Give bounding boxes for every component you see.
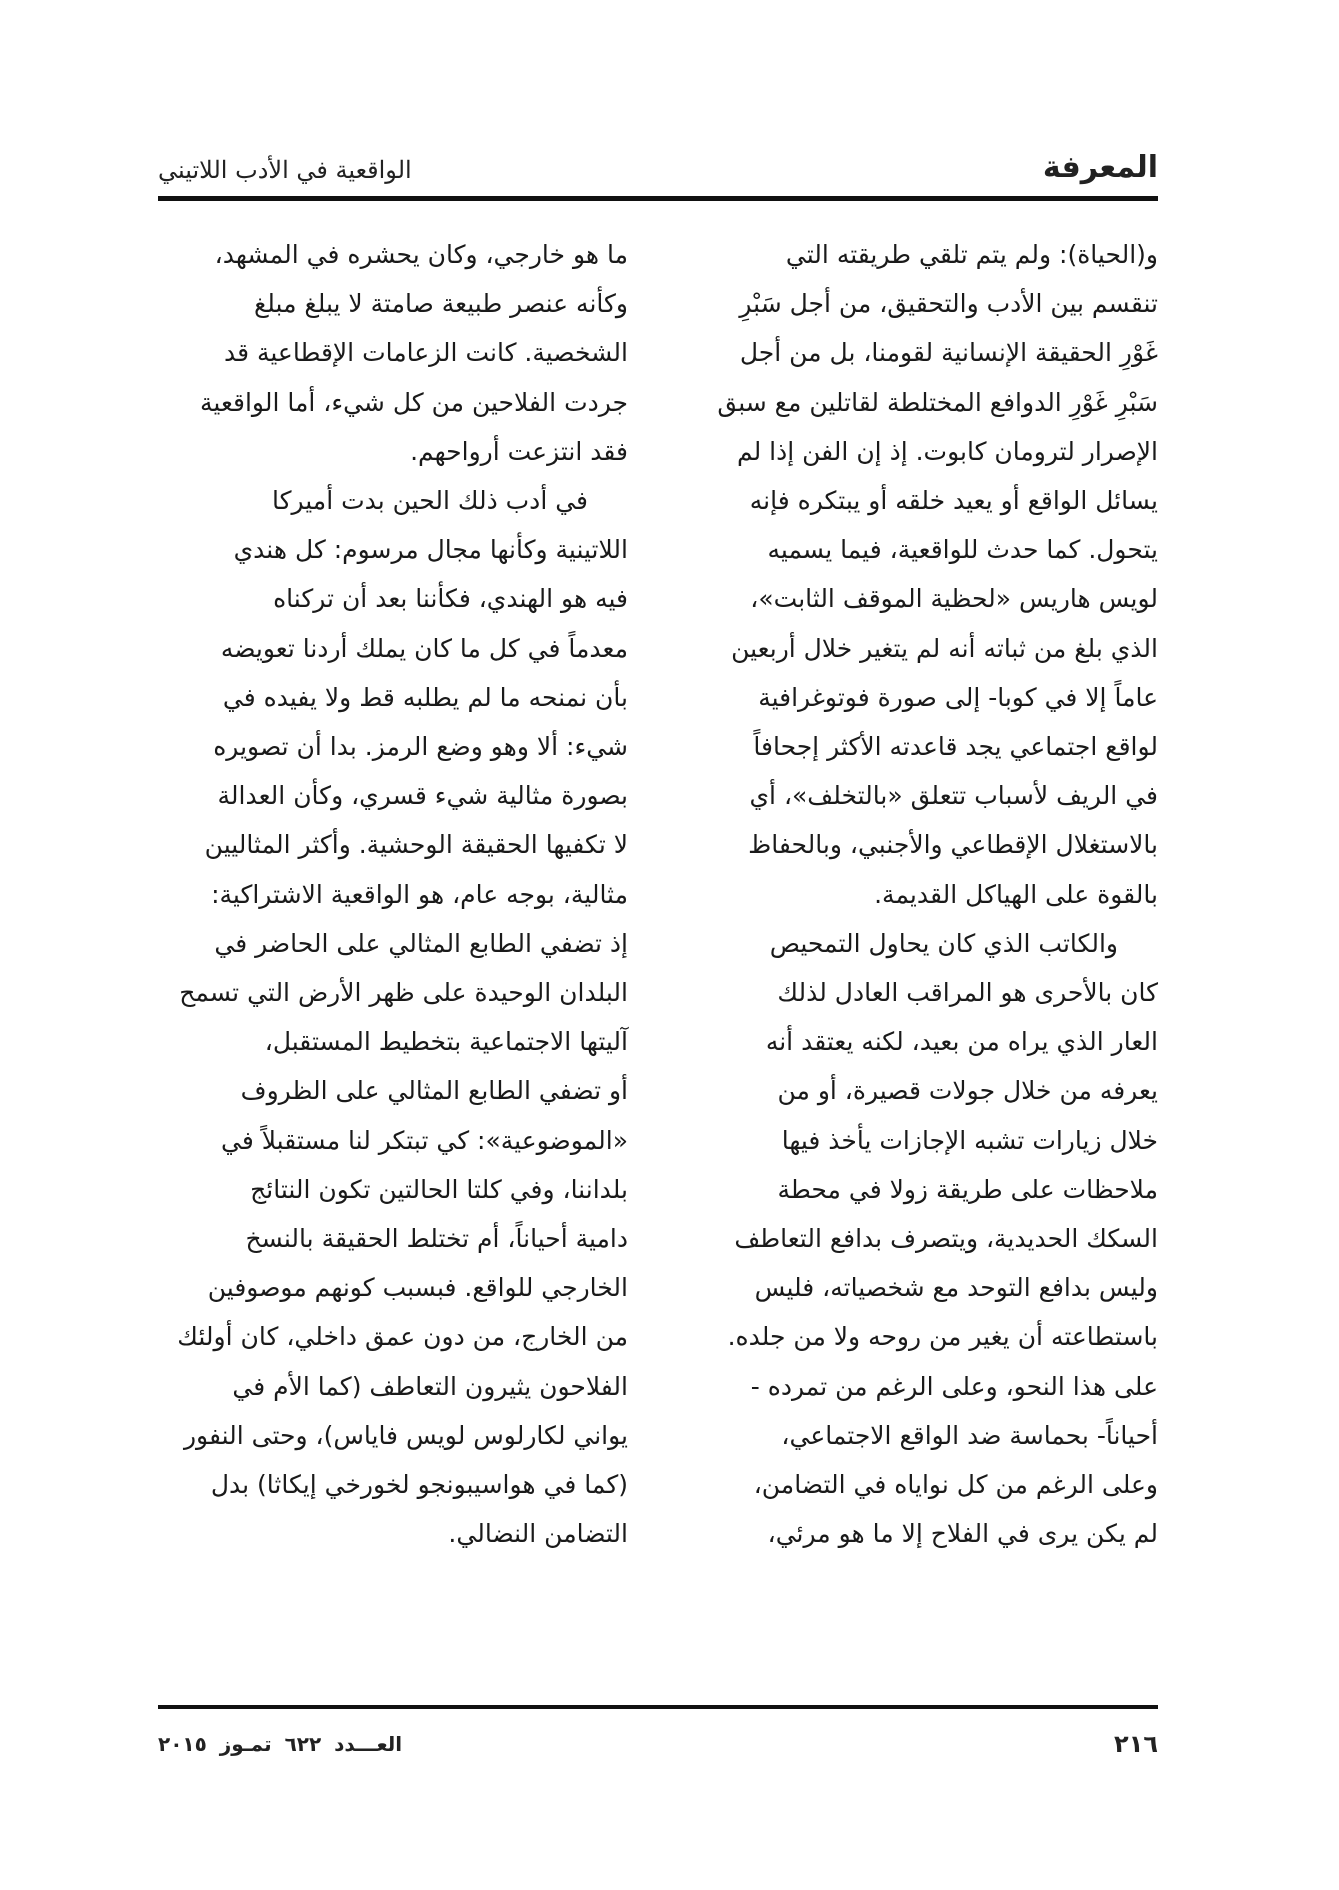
page-footer — [158, 1730, 1158, 1760]
magazine-logo: المعرفة — [1042, 150, 1158, 185]
page-number: ٢١٦ — [1114, 1730, 1158, 1758]
running-header — [158, 150, 1158, 190]
paragraph: في أدب ذلك الحين بدت أميركا اللاتينية وكأنها مجال مرسوم: كل هندي فيه هو الهندي، فكأننا بعد أن تركناه معدماً في كل ما كان يملك أردنا تعويضه بأن نمنحه ما لم يطلبه قط ولا يفيده في شيء: ألا وهو وضع الرمز. بدا أن تصويره بصورة مثالية شيء قسري، وكأن العدالة لا تكفيها الحقيقة الوحشية. وأكثر المثاليين مثالية، بوجه عام، هو الواقعية الاشتراكية: إذ تضفي الطابع المثالي على الحاضر في البلدان الوحيدة على ظهر الأرض التي تسمح آليتها الاجتماعية بتخطيط المستقبل، أو تضفي الطابع المثالي على الظروف «الموضوعية»: كي تبتكر لنا مستقبلاً في بلداننا، وفي كلتا الحالتين تكون النتائج دامية أحياناً، أم تختلط الحقيقة بالنسخ الخارجي للواقع. فبسبب كونهم موصوفين من الخارج، من دون عمق داخلي، كان أولئك الفلاحون يثيرون التعاطف (كما الأم في يواني لكارلوس لويس فاياس)، وحتى النفور (كما في هواسيبونجو لخورخي إيكاثا) بدل التضامن النضالي. — [177, 486, 628, 1549]
paragraph: والكاتب الذي كان يحاول التمحيص كان بالأحرى هو المراقب العادل لذلك العار الذي يراه من بعيد، لكنه يعتقد أنه يعرفه من خلال جولات قصيرة، أو من خلال زيارات تشبه الإجازات يأخذ فيها ملاحظات على طريقة زولا في محطة السكك الحديدية، ويتصرف بدافع التعاطف وليس بدافع التوحد مع شخصياته، فليس باستطاعته أن يغير من روحه ولا من جلده. على هذا النحو، وعلى الرغم من تمرده - أحياناً- بحماسة ضد الواقع الاجتماعي، وعلى الرغم من كل نواياه في التضامن، لم يكن يرى في الفلاح إلا ما هو مرئي، — [727, 928, 1158, 1549]
issue-info: العـــدد ٦٢٢ تمـوز ٢٠١٥ — [158, 1732, 403, 1756]
text-column-left — [158, 230, 628, 1558]
header-rule — [158, 196, 1158, 201]
paragraph: ما هو خارجي، وكان يحشره في المشهد، وكأنه عنصر طبيعة صامتة لا يبلغ مبلغ الشخصية. كانت الزعامات الإقطاعية قد جردت الفلاحين من كل شيء، أما الواقعية فقد انتزعت أرواحهم. — [200, 240, 628, 466]
section-title: الواقعية في الأدب اللاتيني — [158, 156, 412, 184]
paragraph: و(الحياة): ولم يتم تلقي طريقته التي تنقسم بين الأدب والتحقيق، من أجل سَبْرِ غَوْرِ الحقيقة الإنسانية لقومنا، بل من أجل سَبْرِ غَوْرِ الدوافع المختلطة لقاتلين مع سبق الإصرار لترومان كابوت. إذ إن الفن إذا لم يسائل الواقع أو يعيد خلقه أو يبتكره فإنه يتحول. كما حدث للواقعية، فيما يسميه لويس هاريس «لحظية الموقف الثابت»، الذي بلغ من ثباته أنه لم يتغير خلال أربعين عاماً إلا في كوبا- إلى صورة فوتوغرافية لواقع اجتماعي يجد قاعدته الأكثر إجحافاً في الريف لأسباب تتعلق «بالتخلف»، أي بالاستغلال الإقطاعي والأجنبي، وبالحفاظ بالقوة على الهياكل القديمة. — [717, 240, 1158, 909]
footer-rule — [158, 1705, 1158, 1709]
text-column-right — [688, 230, 1158, 1558]
